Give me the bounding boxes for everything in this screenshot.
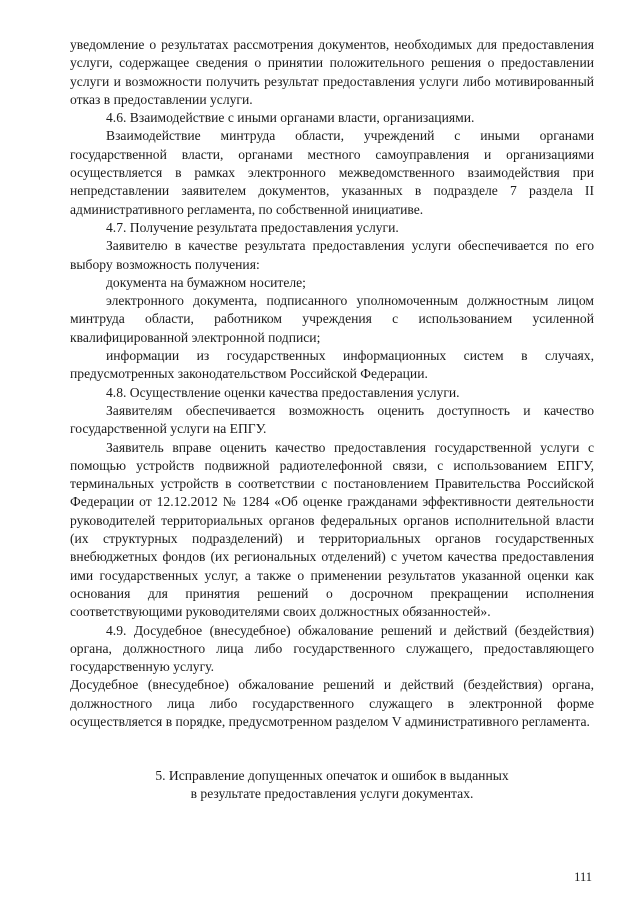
paragraph-6: документа на бумажном носителе; [106,274,306,290]
paragraph-10: Заявителям обеспечивается возможность оценить доступность и качество государственной услуги на ЕПГУ. [70,402,594,437]
section-heading [70,767,594,804]
paragraph-12: 4.9. Досудебное (внесудебное) обжалование решений и действий (бездействия) органа, должностного лица либо государственного служащего, предоставляющего государственную услугу. [70,622,594,675]
paragraph-3: Взаимодействие минтруда области, учреждений с иными органами государственной власти, органами местного самоуправления и организациями осуществляется в рамках электронного межведомственного взаимодействия при непредставлении заявителем документов, указанных в подразделе 7 раздела II административного регламента, по собственной инициативе. [70,128,594,217]
paragraph-11: Заявитель вправе оценить качество предоставления государственной услуги с помощью устройств подвижной радиотелефонной связи, с использованием ЕПГУ, терминальных устройств в соответствии с постановлением Правительства Российской Федерации от 12.12.2012 № 1284 «Об оценке гражданами эффективности деятельности руководителей территориальных органов федеральных органов исполнительной власти (их структурных подразделений) и территориальных органов государственных внебюджетных фондов (их региональных отделений) с учетом качества предоставления ими государственных услуг, а также о применении результатов указанной оценки как основания для принятия решений о досрочном прекращении исполнения соответствующими руководителями своих должностных обязанностей». [70,439,594,620]
paragraph-1: уведомление о результатах рассмотрения документов, необходимых для предоставления услуги, содержащее сведения о принятии положительного решения о предоставлении услуги и возможности получить результат предоставления услуги либо мотивированный отказ в предоставлении услуги. [70,37,594,107]
paragraph-5: Заявителю в качестве результата предоставления услуги обеспечивается по его выбору возможность получения: [70,238,594,272]
body-text [70,36,594,731]
paragraph-2: 4.6. Взаимодействие с иными органами власти, организациями. [106,110,475,126]
section-heading-line-1: 5. Исправление допущенных опечаток и ошибок в выданных [155,768,509,783]
paragraph-9: 4.8. Осуществление оценки качества предоставления услуги. [106,384,460,400]
section-heading-line-2: в результате предоставления услуги документах. [190,786,474,802]
page-number: 111 [574,870,592,884]
paragraph-13: Досудебное (внесудебное) обжалование решений и действий (бездействия) органа, должностного лица либо государственного служащего в электронной форме осуществляется в порядке, предусмотренном разделом V административного регламента. [70,677,594,729]
paragraph-7: электронного документа, подписанного уполномоченным должностным лицом минтруда области, работником учреждения с использованием усиленной квалифицированной электронной подписи; [70,293,594,345]
paragraph-4: 4.7. Получение результата предоставления услуги. [106,219,399,235]
paragraph-8: информации из государственных информационных систем в случаях, предусмотренных законодательством Российской Федерации. [70,348,594,382]
